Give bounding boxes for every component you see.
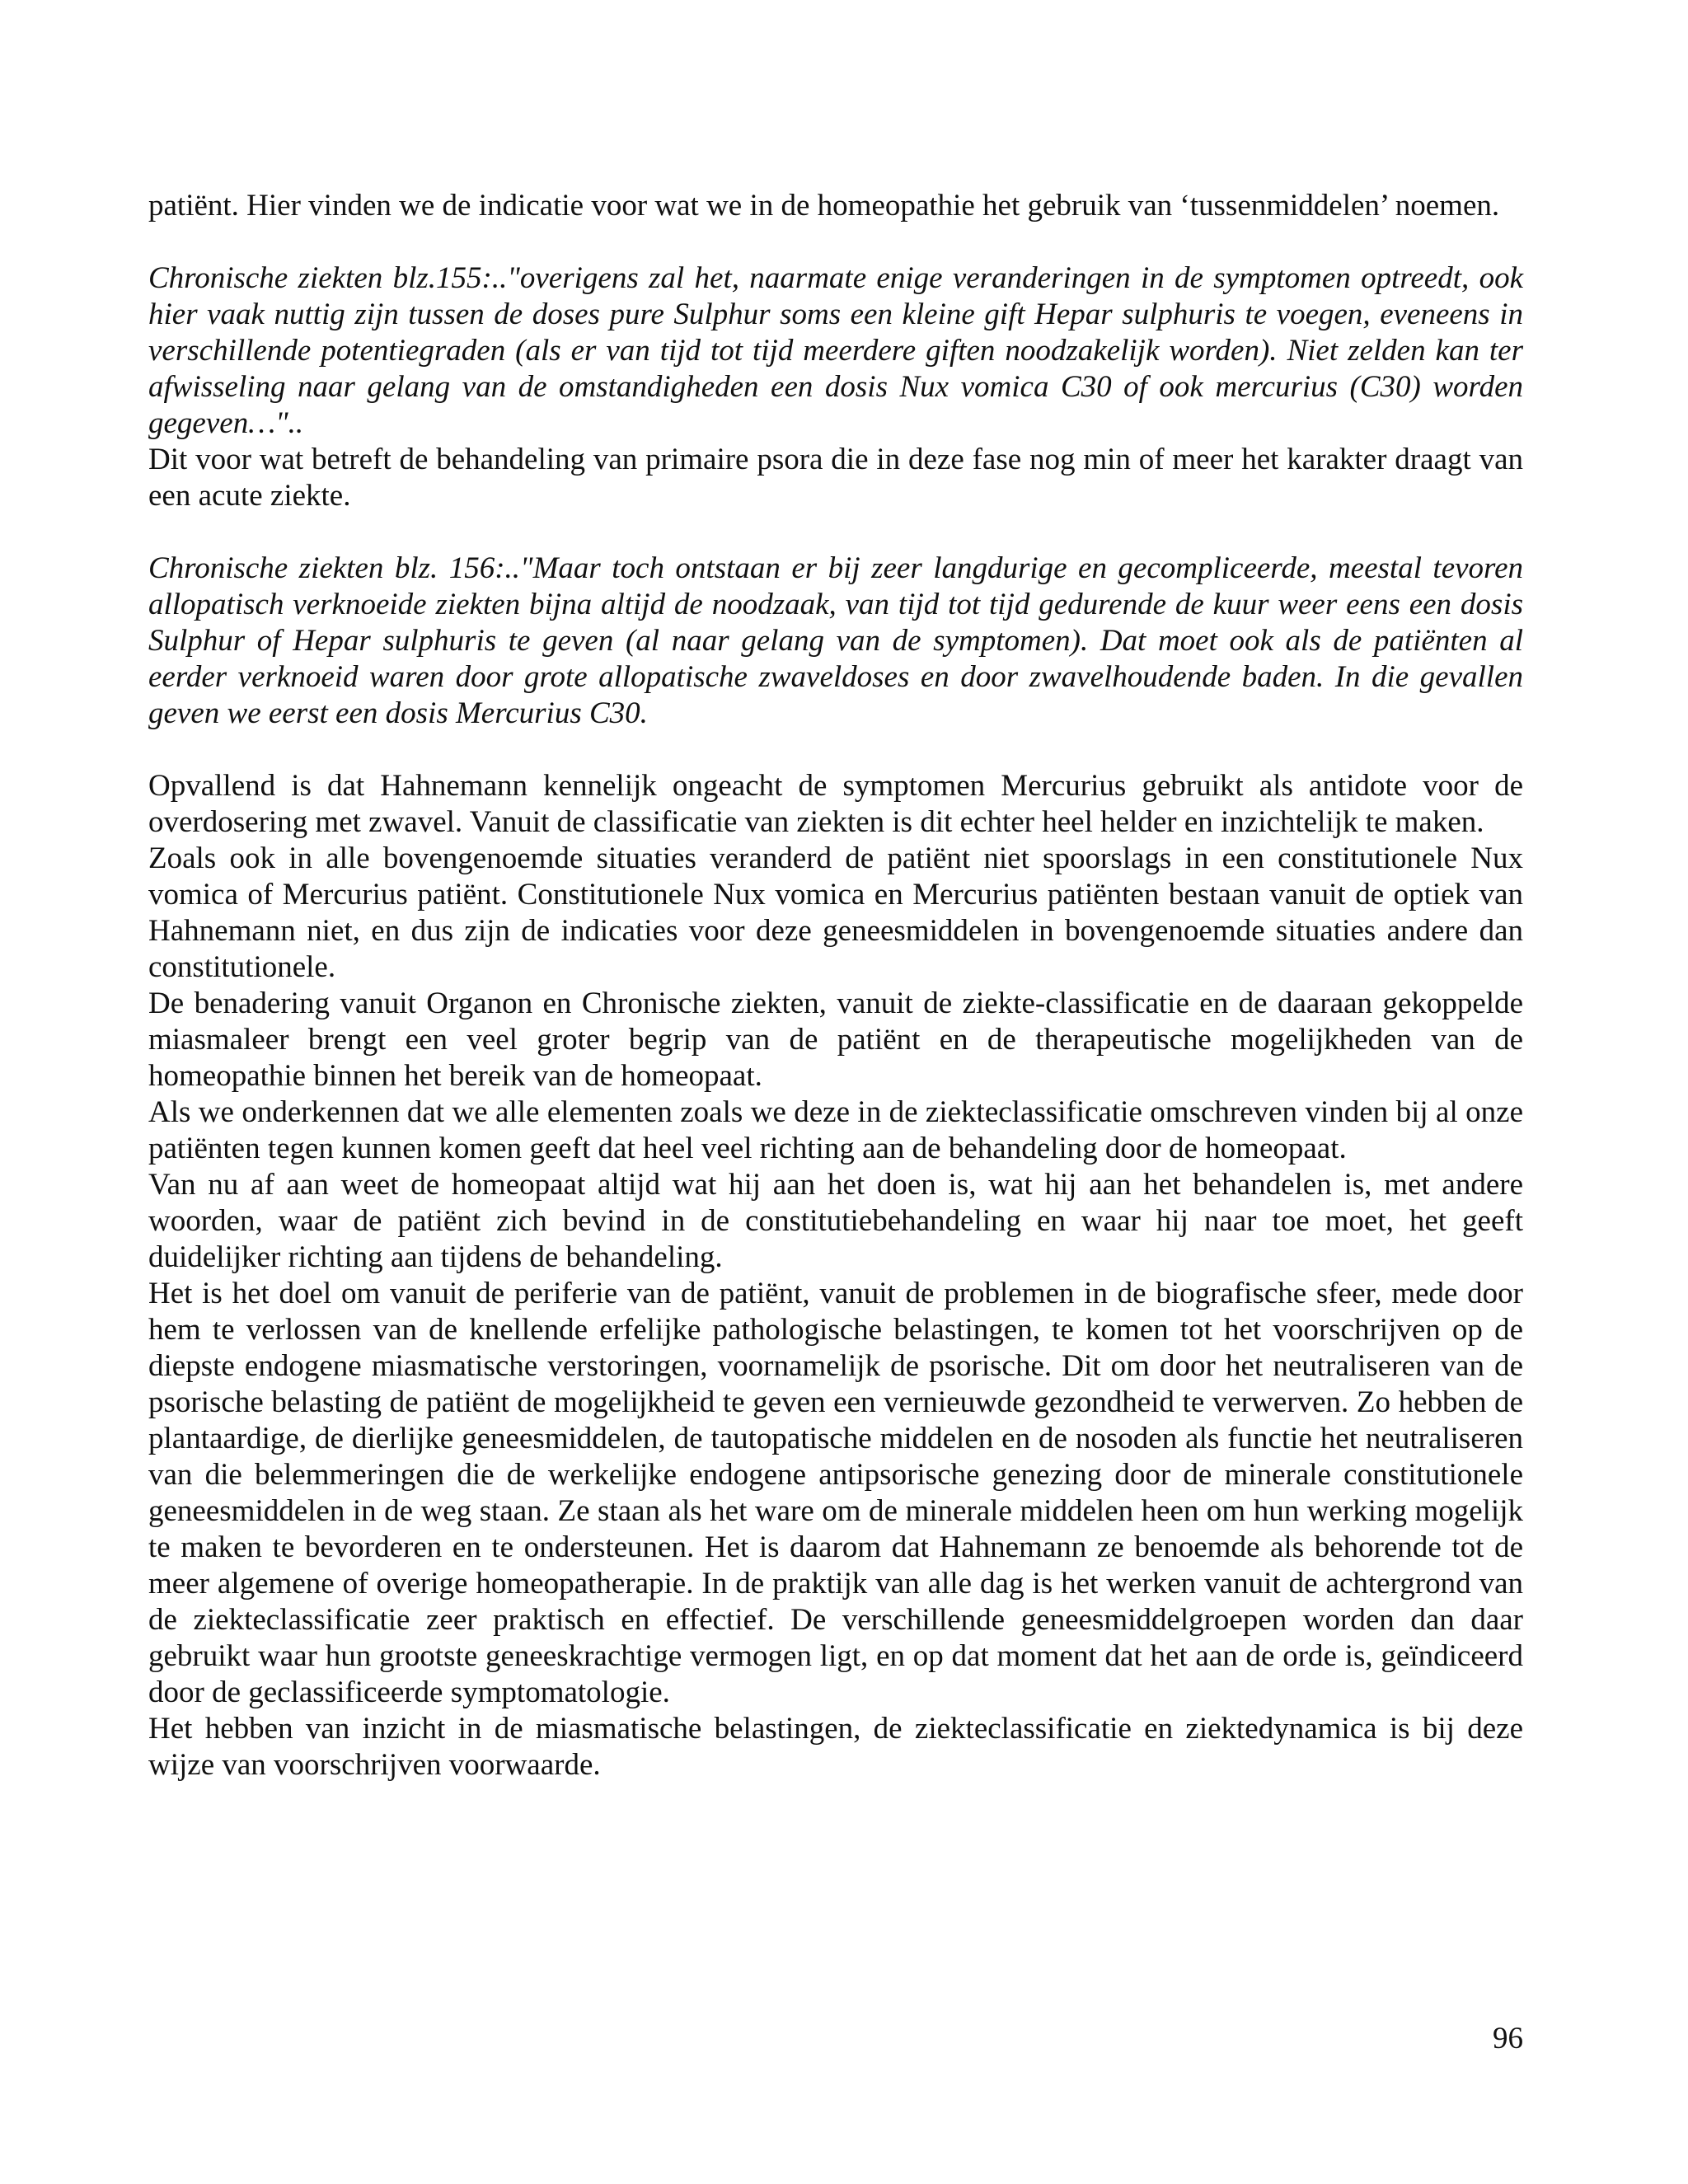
body-paragraph: Opvallend is dat Hahnemann kennelijk ongeacht de symptomen Mercurius gebruikt als antidote voor de overdosering met zwavel. Vanuit de classificatie van ziekten is dit echter heel helder en inzichtelijk te maken. (148, 769, 1523, 839)
paragraph-spacer (148, 224, 1523, 260)
body-paragraph: De benadering vanuit Organon en Chronische ziekten, vanuit de ziekte-classificatie en de daaraan gekoppelde miasmaleer brengt een veel groter begrip van de patiënt en de therapeutische mogelijkheden van de homeopathie binnen het bereik van de homeopaat. (148, 987, 1523, 1093)
body-paragraph: Dit voor wat betreft de behandeling van primaire psora die in deze fase nog min of meer het karakter draagt van een acute ziekte. (148, 443, 1523, 513)
page-number: 96 (1493, 2022, 1523, 2055)
quote-paragraph: Chronische ziekten blz. 156:.."Maar toch ontstaan er bij zeer langdurige en gecompliceerde, meestal tevoren allopatisch verknoeide ziekten bijna altijd de noodzaak, van tijd tot tijd gedurende de kuur weer eens een dosis Sulphur of Hepar sulphuris te geven (al naar gelang van de symptomen). Dat moet ook als de patiënten al eerder verknoeid waren door grote allopatische zwaveldoses en door zwavelhoudende baden. In die gevallen geven we eerst een dosis Mercurius C30. (148, 551, 1523, 730)
body-text (148, 188, 1523, 1783)
body-paragraph: Het hebben van inzicht in de miasmatische belastingen, de ziekteclassificatie en ziektedynamica is bij deze wijze van voorschrijven voorwaarde. (148, 1712, 1523, 1782)
quote-paragraph: Chronische ziekten blz.155:.."overigens zal het, naarmate enige veranderingen in de symptomen optreedt, ook hier vaak nuttig zijn tussen de doses pure Sulphur soms een kleine gift Hepar sulphuris te voegen, eveneens in verschillende potentiegraden (als er van tijd tot tijd meerdere giften noodzakelijk worden). Niet zelden kan ter afwisseling naar gelang van de omstandigheden een dosis Nux vomica C30 of ook mercurius (C30) worden gegeven…".. (148, 261, 1523, 440)
body-paragraph: patiënt. Hier vinden we de indicatie voor wat we in de homeopathie het gebruik van ‘tussenmiddelen’ noemen. (148, 189, 1500, 223)
body-paragraph: Het is het doel om vanuit de periferie van de patiënt, vanuit de problemen in de biografische sfeer, mede door hem te verlossen van de knellende erfelijke pathologische belastingen, te komen tot het voorschrijven op de diepste endogene miasmatische verstoringen, voornamelijk de psorische. Dit om door het neutraliseren van de psorische belasting de patiënt de mogelijkheid te geven een vernieuwde gezondheid te verwerven. Zo hebben de plantaardige, de dierlijke geneesmiddelen, de tautopatische middelen en de nosoden als functie het neutraliseren van die belemmeringen die de werkelijke endogene antipsorische genezing door de minerale constitutionele geneesmiddelen in de weg staan. Ze staan als het ware om de minerale middelen heen om hun werking mogelijk te maken te bevorderen en te ondersteunen. Het is daarom dat Hahnemann ze benoemde als behorende tot de meer algemene of overige homeopatherapie. In de praktijk van alle dag is het werken vanuit de achtergrond van de ziekteclassificatie zeer praktisch en effectief. De verschillende geneesmiddelgroepen worden dan daar gebruikt waar hun grootste geneeskrachtige vermogen ligt, en op dat moment dat het aan de orde is, geïndiceerd door de geclassificeerde symptomatologie. (148, 1277, 1523, 1709)
body-paragraph: Zoals ook in alle bovengenoemde situaties veranderd de patiënt niet spoorslags in een constitutionele Nux vomica of Mercurius patiënt. Constitutionele Nux vomica en Mercurius patiënten bestaan vanuit de optiek van Hahnemann niet, en dus zijn de indicaties voor deze geneesmiddelen in bovengenoemde situaties andere dan constitutionele. (148, 841, 1523, 984)
body-paragraph: Als we onderkennen dat we alle elementen zoals we deze in de ziekteclassificatie omschreven vinden bij al onze patiënten tegen kunnen komen geeft dat heel veel richting aan de behandeling door de homeopaat. (148, 1095, 1523, 1165)
body-paragraph: Van nu af aan weet de homeopaat altijd wat hij aan het doen is, wat hij aan het behandelen is, met andere woorden, waar de patiënt zich bevind in de constitutiebehandeling en waar hij naar toe moet, het geeft duidelijker richting aan tijdens de behandeling. (148, 1168, 1523, 1274)
paragraph-spacer (148, 514, 1523, 551)
paragraph-spacer (148, 732, 1523, 768)
